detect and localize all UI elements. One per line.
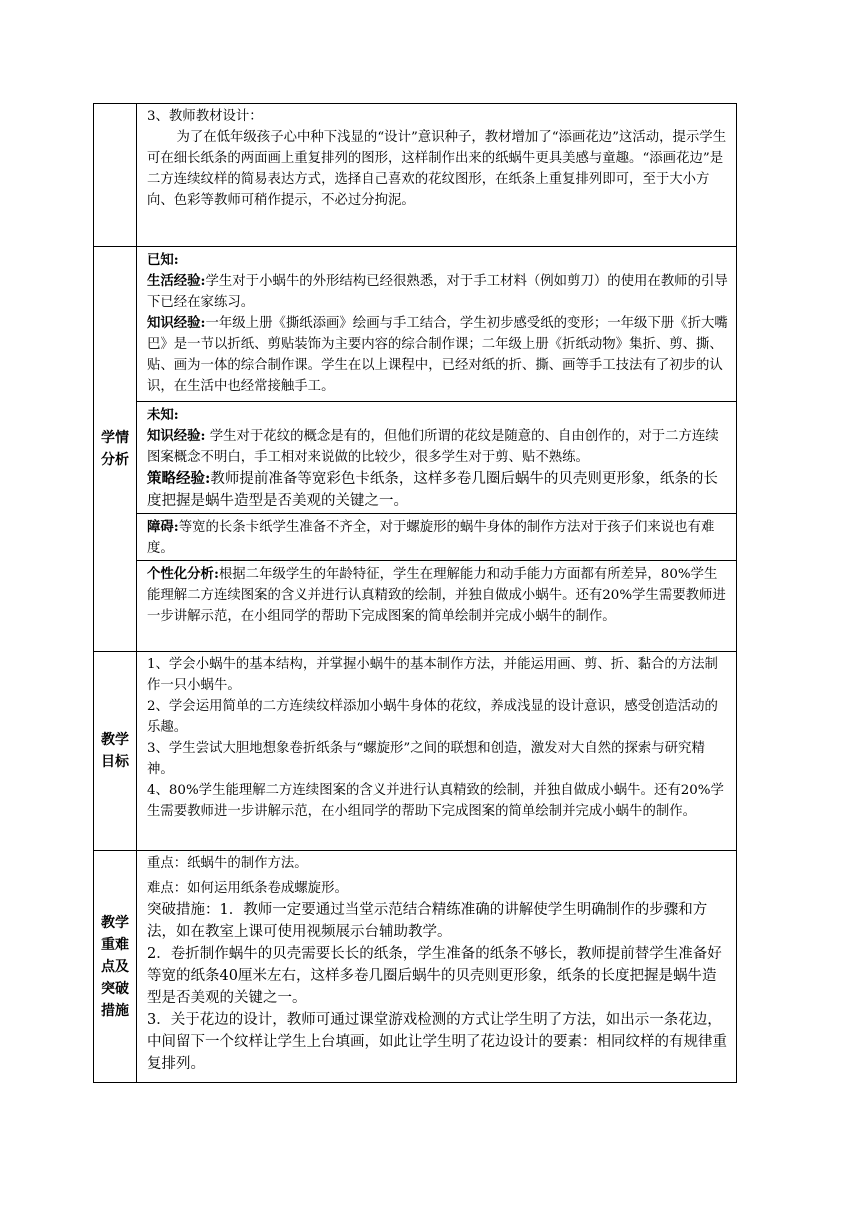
material-design-paragraph: 为了在低年级孩子心中种下浅显的“设计”意识种子，教材增加了“添画花边”这活动，提示学生可在细长纸条的两面画上重复排列的图形，这样制作出来的纸蜗牛更具美感与童趣。“添画花边”是二方连续纹样的简易表达方式，选择自己喜欢的花纹图形，在纸条上重复排列即可，至于大小方向、色彩等教师可稍作提示，不必过分拘泥。 — [147, 130, 727, 208]
knowledge-experience-text: 一年级上册《撕纸添画》绘画与手工结合，学生初步感受纸的变形；一年级下册《折大嘴巴》是一节以折纸、剪贴装饰为主要内容的综合制作课；二年级上册《折纸动物》集折、剪、撕、贴、画为一体的综合制作课。学生在以上课程中，已经对纸的折、撕、画等手工技法有了初步的认识，在生活中也经常接触手工。 — [147, 316, 728, 394]
material-design-cell — [137, 104, 737, 247]
key-points-label: 教学 重难 点及 突破 措施 — [94, 851, 137, 1083]
unknown-knowledge-label: 知识经验: — [147, 428, 206, 444]
life-experience-label: 生活经验: — [147, 273, 206, 289]
life-experience-text: 学生对于小蜗牛的外形结构已经很熟悉，对于手工材料（例如剪刀）的使用在教师的引导下已经在家练习。 — [147, 274, 728, 310]
measure-2-text: 2．卷折制作蜗牛的贝壳需要长长的纸条，学生准备的纸条不够长，教师提前替学生准备好等宽的纸条40厘米左右，这样多卷几圈后蜗牛的贝壳则更形象，纸条的长度把握是蜗牛造型是否美观的关键之一。 — [147, 946, 722, 1006]
personal-analysis-text: 根据二年级学生的年龄特征，学生在理解能力和动手能力方面都有所差异，80%学生能理解二方连续图案的含义并进行认真精致的绘制，并独自做成小蜗牛。还有20%学生需要教师进一步讲解示范，在小组同学的帮助下完成图案的简单绘制并完成小蜗牛的制作。 — [147, 567, 726, 624]
known-block — [137, 247, 736, 401]
student-analysis-label: 学情 分析 — [94, 247, 137, 652]
unknown-title: 未知: — [147, 407, 179, 423]
knowledge-experience-label: 知识经验: — [147, 315, 206, 331]
unknown-knowledge-text: 学生对于花纹的概念是有的，但他们所谓的花纹是随意的、自由创作的，对于二方连续图案概念不明白，手工相对来说做的比较少，很多学生对于剪、贴不熟练。 — [147, 429, 719, 465]
key-points-cell — [137, 851, 737, 1083]
measure-1-text: 突破措施：1．教师一定要通过当堂示范结合精练准确的讲解使学生明确制作的步骤和方法，如在教室上课可使用视频展示台辅助教学。 — [147, 902, 708, 940]
obstacle-text: 等宽的长条卡纸学生准备不齐全，对于螺旋形的蜗牛身体的制作方法对于孩子们来说也有难度。 — [147, 520, 715, 556]
goal-item: 3、学生尝试大胆地想象卷折纸条与“螺旋形”之间的联想和创造，激发对大自然的探索与研究精神。 — [147, 741, 705, 777]
obstacle-block — [137, 513, 736, 560]
row-teaching-goals — [94, 652, 737, 851]
obstacle-label: 障碍: — [147, 519, 179, 535]
focus-text: 重点：纸蜗牛的制作方法。 — [147, 856, 308, 871]
teaching-goals-label: 教学 目标 — [94, 652, 137, 851]
empty-label-cell — [94, 104, 137, 247]
personal-analysis-label: 个性化分析: — [147, 566, 219, 582]
strategy-label: 策略经验: — [147, 470, 211, 487]
goal-item: 4、80%学生能理解二方连续图案的含义并进行认真精致的绘制，并独自做成小蜗牛。还有20%学生需要教师进一步讲解示范，在小组同学的帮助下完成图案的简单绘制并完成小蜗牛的制作。 — [147, 783, 724, 819]
row-key-points — [94, 851, 737, 1083]
row-material-design — [94, 104, 737, 247]
row-student-analysis — [94, 247, 737, 652]
unknown-block — [137, 401, 736, 513]
strategy-text: 教师提前准备等宽彩色卡纸条，这样多卷几圈后蜗牛的贝壳则更形象，纸条的长度把握是蜗牛造型是否美观的关键之一。 — [147, 471, 718, 509]
personal-analysis-block — [137, 560, 736, 651]
known-title: 已知: — [147, 252, 179, 268]
difficulty-text: 难点：如何运用纸条卷成螺旋形。 — [147, 881, 348, 896]
teaching-goals-cell — [137, 652, 737, 851]
goal-item: 1、学会小蜗牛的基本结构，并掌握小蜗牛的基本制作方法，并能运用画、剪、折、黏合的方法制作一只小蜗牛。 — [147, 657, 718, 693]
measure-3-text: 3．关于花边的设计，教师可通过课堂游戏检测的方式让学生明了方法，如出示一条花边，中间留下一个纹样让学生上台填画，如此让学生明了花边设计的要素：相同纹样的有规律重复排列。 — [147, 1012, 727, 1072]
lesson-plan-table — [93, 103, 737, 1083]
goal-item: 2、学会运用简单的二方连续纹样添加小蜗牛身体的花纹，养成浅显的设计意识，感受创造活动的乐趣。 — [147, 699, 718, 735]
student-analysis-cell — [137, 247, 737, 652]
material-design-heading: 3、教师教材设计： — [147, 109, 263, 124]
